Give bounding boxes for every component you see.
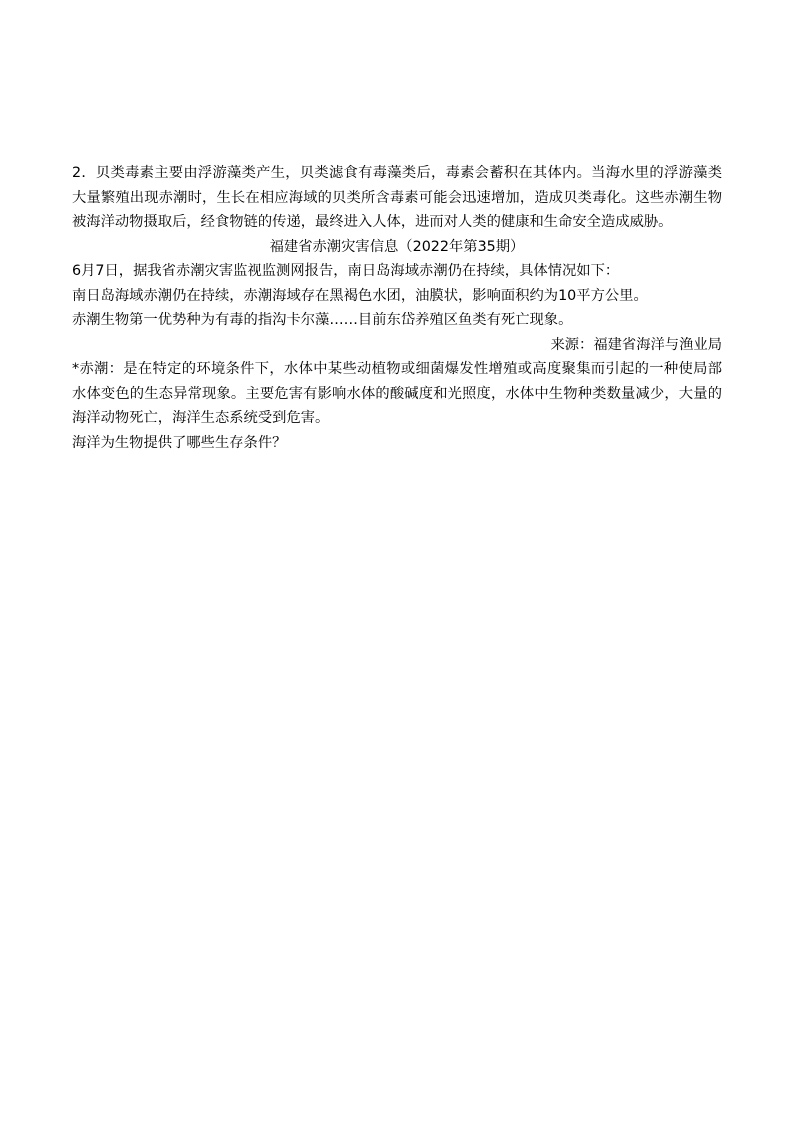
document-content: [72, 161, 722, 455]
red-tide-definition: *赤潮：是在特定的环境条件下，水体中某些动植物或细菌爆发性增殖或高度聚集而引起的一种使局部水体变色的生态异常现象。主要危害有影响水体的酸碱度和光照度，水体中生物种类数量减少，大量的海洋动物死亡，海洋生态系统受到危害。: [72, 361, 722, 426]
notice-line-1: 6月7日，据我省赤潮灾害监视监测网报告，南日岛海域赤潮仍在持续，具体情况如下：: [72, 263, 620, 279]
notice-line-2: 南日岛海域赤潮仍在持续，赤潮海域存在黑褐色水团，油膜状，影响面积约为10平方公里。: [72, 287, 648, 304]
shellfish-toxin-paragraph: 2．贝类毒素主要由浮游藻类产生，贝类滤食有毒藻类后，毒素会蓄积在其体内。当海水里的浮游藻类大量繁殖出现赤潮时，生长在相应海域的贝类所含毒素可能会迅速增加，造成贝类毒化。这些赤潮生物被海洋动物摄取后，经食物链的传递，最终进入人体，进而对人类的健康和生命安全造成威胁。: [72, 165, 722, 230]
notice-source: 来源：福建省海洋与渔业局: [550, 336, 722, 353]
question-text: 海洋为生物提供了哪些生存条件？: [72, 434, 287, 451]
notice-title: 福建省赤潮灾害信息（2022年第35期）: [269, 238, 525, 255]
notice-line-3: 赤潮生物第一优势种为有毒的指沟卡尔藻……目前东岱养殖区鱼类有死亡现象。: [72, 312, 573, 328]
